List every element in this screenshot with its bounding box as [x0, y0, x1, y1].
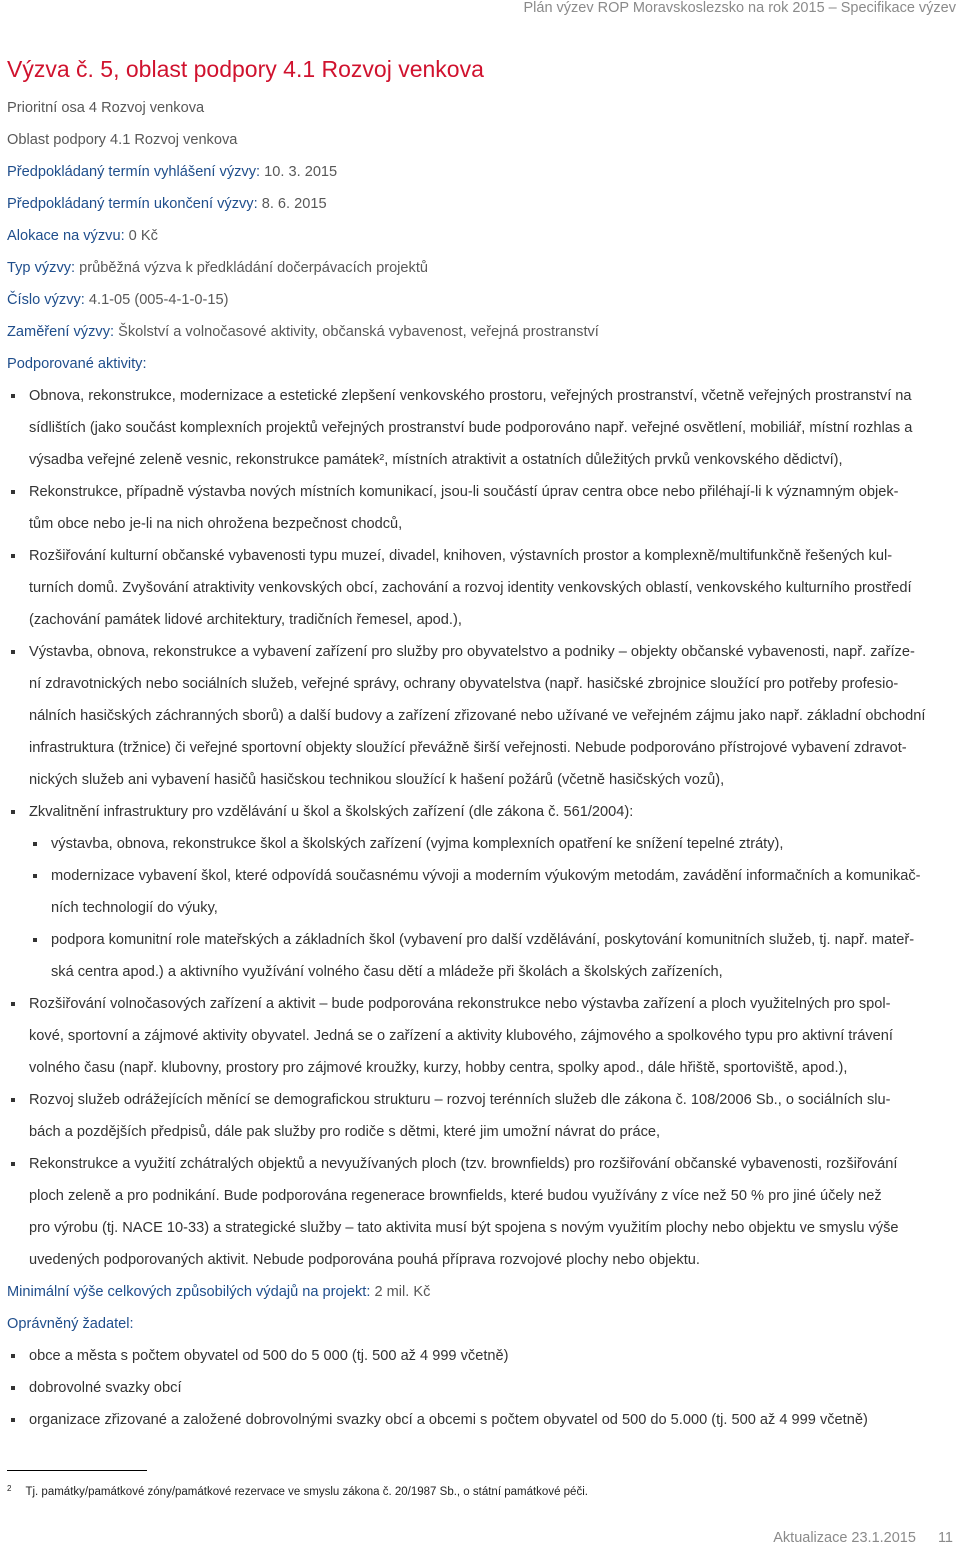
activity-item [7, 796, 955, 988]
call-type [7, 252, 955, 284]
support-area: Oblast podpory 4.1 Rozvoj venkova [7, 132, 238, 148]
call-number [7, 284, 955, 316]
allocation-label: Alokace na výzvu: [7, 228, 125, 244]
text-line: tům obce nebo je-li na nich ohrožena bezpečnost chodců, [29, 516, 403, 532]
text-line: Rekonstrukce, případně výstavba nových místních komunikací, jsou-li součástí úprav centra obce nebo přiléhají-li k významným objek- [29, 484, 899, 500]
focus-value: Školství a volnočasové aktivity, občanská vybavenost, veřejná prostranství [114, 324, 599, 340]
type-value: průběžná výzva k předkládání dočerpávacích projektů [75, 260, 429, 276]
activity-item [7, 380, 955, 476]
announcement-value: 10. 3. 2015 [260, 164, 338, 180]
text-line: ní zdravotnických nebo sociálních služeb, veřejné správy, ochrany obyvatelstva (např. hasičské zbrojnice sloužící pro potřeby profesio- [29, 676, 899, 692]
minimum-value: 2 mil. Kč [370, 1284, 431, 1300]
priority-axis: Prioritní osa 4 Rozvoj venkova [7, 100, 205, 116]
text-line: modernizace vybavení škol, které odpovídá současnému vývoji a moderním výukovým metodám, zavádění informačních a komunikač- [51, 868, 921, 884]
text-line: infrastruktura (tržnice) či veřejné sportovní objekty sloužící převážně širší veřejnosti. Nebude podporováno přístrojové vybavení zdravot- [29, 740, 907, 756]
text-line: ních technologií do výuky, [51, 900, 218, 916]
supported-activities-heading: Podporované aktivity: [7, 356, 147, 372]
running-header: Plán výzev ROP Moravskoslezsko na rok 2015 – Specifikace výzev [523, 0, 956, 16]
text-line: pro výrobu (tj. NACE 10-33) a strategické služby – tato aktivita musí být spojena s novým využitím plochy nebo objektu ve smyslu výše [29, 1220, 899, 1236]
text-line: turních domů. Zvyšování atraktivity venkovských obcí, zachování a rozvoj identity venkovských oblastí, venkovského kulturního prostředí [29, 580, 912, 596]
activity-item [7, 636, 955, 796]
applicant-item [7, 1404, 955, 1436]
text-line: ploch zeleně a pro podnikání. Bude podporována regenerace brownfields, které budou využívány z více než 50 % pro jiné účely než [29, 1188, 882, 1204]
announcement-date [7, 156, 955, 188]
text-line: Rekonstrukce a využití zchátralých objektů a nevyužívaných ploch (tzv. brownfields) pro rozšiřování občanské vybavenosti, rozšiřování [29, 1156, 898, 1172]
activity-item [7, 540, 955, 636]
applicants-list [7, 1340, 955, 1436]
type-label: Typ výzvy: [7, 260, 76, 276]
call-content [7, 92, 955, 1436]
page-title: Výzva č. 5, oblast podpory 4.1 Rozvoj venkova [7, 56, 484, 82]
update-date: Aktualizace 23.1.2015 [773, 1530, 916, 1546]
text-line: Obnova, rekonstrukce, modernizace a estetické zlepšení venkovského prostoru, veřejných prostranství, včetně veřejných prostranství na [29, 388, 912, 404]
call-focus [7, 316, 955, 348]
text-line: nálních hasičských záchranných sborů) a další budovy a zařízení zřizované nebo užívané ve veřejném zájmu jako např. základní obchodní [29, 708, 926, 724]
page-footer [773, 1530, 953, 1546]
text-line: obce a města s počtem obyvatel od 500 do 5 000 (tj. 500 až 4 999 včetně) [29, 1348, 509, 1364]
text-line: sídlištích (jako součást komplexních projektů veřejných prostranství bude podporováno např. veřejné osvětlení, mobiliář, místní rozhlas a [29, 420, 913, 436]
text-line: kové, sportovní a zájmové aktivity obyvatel. Jedná se o zařízení a aktivity klubového, zájmového a spolkového typu pro aktivní trávení [29, 1028, 893, 1044]
sub-activities-list [29, 828, 955, 988]
minimum-expenditure [7, 1276, 955, 1308]
applicants-heading: Oprávněný žadatel: [7, 1316, 134, 1332]
end-label: Předpokládaný termín ukončení výzvy: [7, 196, 258, 212]
minimum-label: Minimální výše celkových způsobilých výdajů na projekt: [7, 1284, 371, 1300]
text-line: podpora komunitní role mateřských a základních škol (vybavení pro další vzdělávání, poskytování komunitních služeb, tj. např. mateř- [51, 932, 915, 948]
text-line: volného času (např. klubovny, prostory pro zájmové kroužky, kurzy, hobby centra, spolky apod., dále hřiště, sportoviště, apod.), [29, 1060, 848, 1076]
page-number: 11 [937, 1530, 953, 1546]
sub-activity-item [29, 828, 955, 860]
text-line: dobrovolné svazky obcí [29, 1380, 182, 1396]
number-label: Číslo výzvy: [7, 292, 85, 308]
footnote-divider [7, 1470, 147, 1471]
sub-activity-item [29, 924, 955, 988]
text-line: výsadba veřejné zeleně vesnic, rekonstrukce památek², místních atraktivit a ostatních důležitých prvků venkovského dědictví), [29, 452, 843, 468]
footnote-text: Tj. památky/památkové zóny/památkové rezervace ve smyslu zákona č. 20/1987 Sb., o státní památkové péči. [25, 1486, 588, 1498]
text-line: Rozšiřování kulturní občanské vybavenosti typu muzeí, divadel, knihoven, výstavních prostor a komplexně/multifunkčně řešených kul- [29, 548, 893, 564]
allocation [7, 220, 955, 252]
text-line: nických služeb ani vybavení hasičů hasičskou technikou sloužící k hašení požárů (včetně hasičských vozů), [29, 772, 725, 788]
footnote-marker: 2 [7, 1484, 12, 1493]
text-line: Rozvoj služeb odrážejících měnící se demografickou strukturu – rozvoj terénních služeb dle zákona č. 108/2006 Sb., o sociálních slu- [29, 1092, 891, 1108]
text-line: Rozšiřování volnočasových zařízení a aktivit – bude podporována rekonstrukce nebo výstavba zařízení a ploch využitelných pro spol- [29, 996, 891, 1012]
end-date [7, 188, 955, 220]
text-line: výstavba, obnova, rekonstrukce škol a školských zařízení (vyjma komplexních opatření ke snížení tepelné ztráty), [51, 836, 784, 852]
text-line: Zkvalitnění infrastruktury pro vzdělávání u škol a školských zařízení (dle zákona č. 561/2004): [29, 804, 634, 820]
footnote [7, 1478, 588, 1503]
focus-label: Zaměření výzvy: [7, 324, 115, 340]
end-value: 8. 6. 2015 [257, 196, 327, 212]
text-line: bách a pozdějších předpisů, dále pak služby pro rodiče s dětmi, které jim umožní návrat do práce, [29, 1124, 661, 1140]
activity-item [7, 1148, 955, 1276]
applicant-item [7, 1372, 955, 1404]
text-line: (zachování památek lidové architektury, tradičních řemesel, apod.), [29, 612, 462, 628]
sub-activity-item [29, 860, 955, 924]
activity-item [7, 1084, 955, 1148]
activities-list [7, 380, 955, 1276]
number-value: 4.1-05 (005-4-1-0-15) [84, 292, 229, 308]
activity-item [7, 476, 955, 540]
text-line: uvedených podporovaných aktivit. Nebude podporována pouhá příprava rozvojové plochy nebo objektu. [29, 1252, 700, 1268]
activity-item [7, 988, 955, 1084]
text-line: organizace zřizované a založené dobrovolnými svazky obcí a obcemi s počtem obyvatel od 500 do 5.000 (tj. 500 až 4 999 včetně) [29, 1412, 868, 1428]
applicant-item [7, 1340, 955, 1372]
allocation-value: 0 Kč [124, 228, 158, 244]
text-line: ská centra apod.) a aktivního využívání volného času dětí a mládeže při školách a školských zařízeních, [51, 964, 723, 980]
announcement-label: Předpokládaný termín vyhlášení výzvy: [7, 164, 261, 180]
text-line: Výstavba, obnova, rekonstrukce a vybavení zařízení pro služby pro obyvatelstvo a podniky – objekty občanské vybavenosti, např. zaříze- [29, 644, 915, 660]
